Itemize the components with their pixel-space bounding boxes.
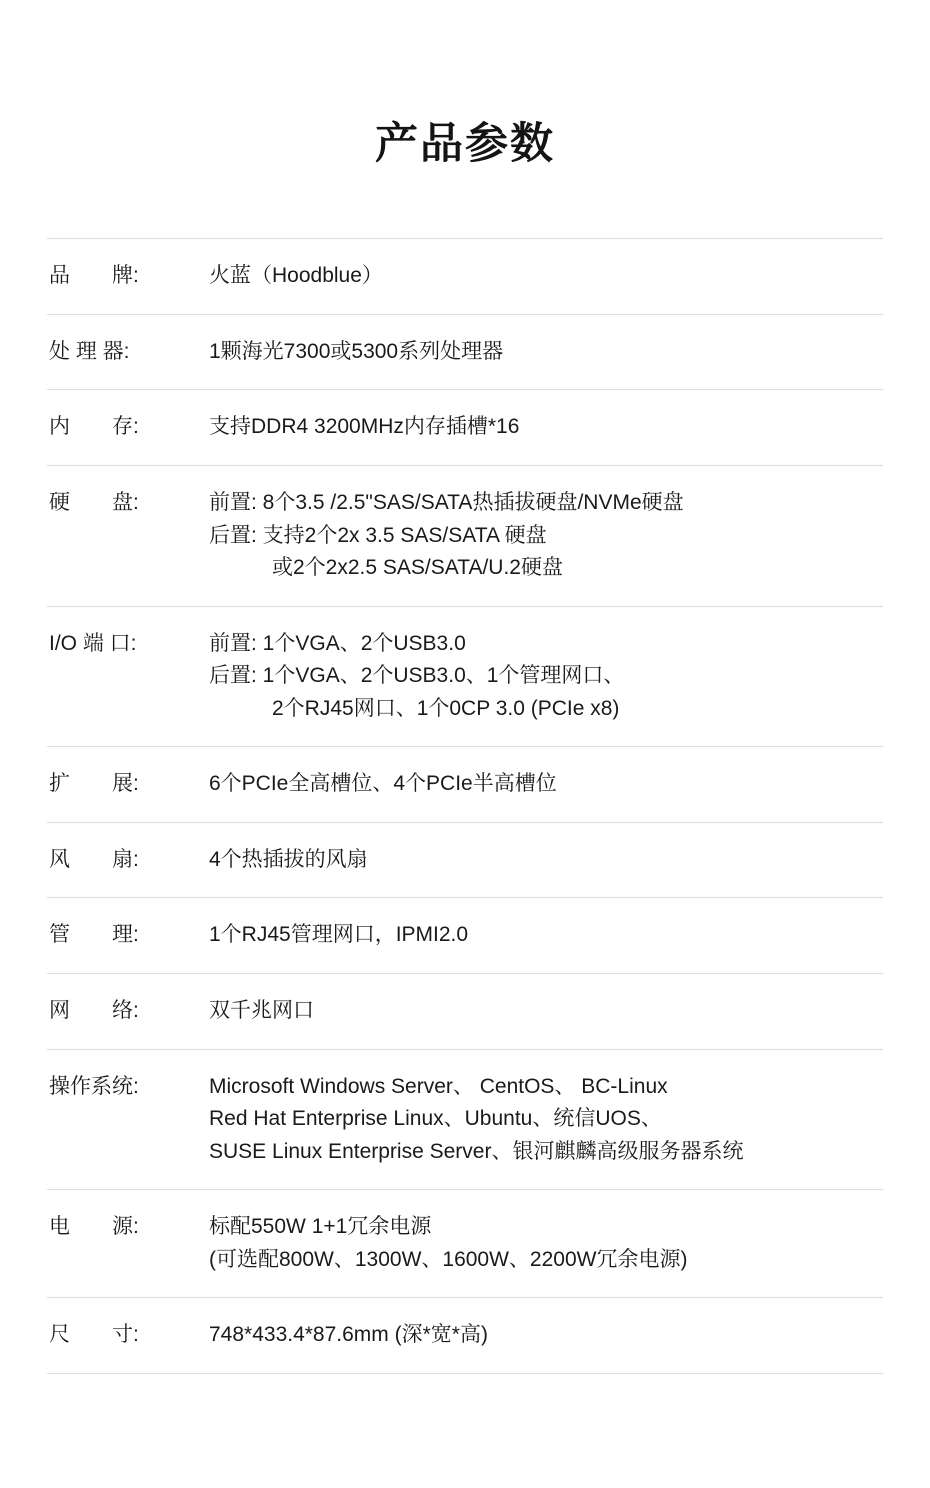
spec-label: 管 理:	[49, 923, 139, 947]
table-row	[47, 466, 883, 607]
table-row	[47, 1049, 883, 1190]
table-row	[47, 898, 883, 974]
table-row	[47, 747, 883, 823]
table-row	[47, 314, 883, 390]
spec-value	[209, 1190, 883, 1298]
spec-value	[209, 606, 883, 747]
spec-value-line: 748*433.4*87.6mm (深*宽*高)	[209, 1323, 488, 1347]
spec-value-line: (可选配800W、1300W、1600W、2200W冗余电源)	[209, 1247, 688, 1271]
spec-value-line: 2个RJ45网口、1个0CP 3.0 (PCIe x8)	[209, 696, 620, 720]
table-row	[47, 606, 883, 747]
spec-value-line: 前置: 8个3.5 /2.5"SAS/SATA热插拔硬盘/NVMe硬盘	[209, 491, 684, 515]
spec-value-line: 后置: 支持2个2x 3.5 SAS/SATA 硬盘	[209, 523, 547, 547]
spec-value	[209, 314, 883, 390]
spec-value	[209, 1049, 883, 1190]
spec-label: 电 源:	[49, 1215, 139, 1239]
spec-value-line: Microsoft Windows Server、 CentOS、 BC-Linux	[209, 1074, 668, 1098]
spec-label: 网 络:	[49, 998, 139, 1022]
spec-label: 硬 盘:	[49, 491, 139, 515]
spec-label: I/O 端 口:	[49, 631, 137, 655]
spec-label: 品 牌:	[49, 264, 139, 288]
spec-value-line: SUSE Linux Enterprise Server、银河麒麟高级服务器系统	[209, 1139, 744, 1163]
spec-value-line: 6个PCIe全高槽位、4个PCIe半高槽位	[209, 772, 557, 796]
table-row	[47, 1298, 883, 1374]
table-row	[47, 239, 883, 315]
spec-value	[209, 973, 883, 1049]
table-row	[47, 1190, 883, 1298]
table-row	[47, 390, 883, 466]
spec-value-line: 双千兆网口	[209, 998, 314, 1022]
spec-value	[209, 466, 883, 607]
spec-table-body	[47, 239, 883, 1373]
spec-value-line: 或2个2x2.5 SAS/SATA/U.2硬盘	[209, 556, 563, 580]
spec-label: 操作系统:	[49, 1074, 139, 1098]
spec-table	[47, 238, 883, 1373]
spec-value	[209, 390, 883, 466]
spec-value	[209, 239, 883, 315]
spec-value-line: Red Hat Enterprise Linux、Ubuntu、统信UOS、	[209, 1107, 662, 1131]
spec-value	[209, 822, 883, 898]
spec-value-line: 前置: 1个VGA、2个USB3.0	[209, 631, 466, 655]
spec-value-line: 4个热插拔的风扇	[209, 847, 368, 871]
spec-value-line: 后置: 1个VGA、2个USB3.0、1个管理网口、	[209, 664, 625, 688]
table-row	[47, 973, 883, 1049]
spec-label: 扩 展:	[49, 772, 139, 796]
spec-label: 内 存:	[49, 415, 139, 439]
spec-value-line: 1个RJ45管理网口，IPMI2.0	[209, 923, 469, 947]
page-title: 产品参数	[375, 119, 555, 168]
spec-value	[209, 747, 883, 823]
spec-value-line: 标配550W 1+1冗余电源	[209, 1215, 432, 1239]
spec-label: 处 理 器:	[49, 339, 130, 363]
spec-value	[209, 1298, 883, 1374]
spec-value-line: 火蓝（Hoodblue）	[209, 264, 383, 288]
spec-value	[209, 898, 883, 974]
spec-label: 尺 寸:	[49, 1323, 139, 1347]
spec-value-line: 支持DDR4 3200MHz内存插槽*16	[209, 415, 520, 439]
spec-value-line: 1颗海光7300或5300系列处理器	[209, 339, 504, 363]
table-row	[47, 822, 883, 898]
product-spec-page	[0, 29, 930, 1488]
spec-label: 风 扇:	[49, 847, 139, 871]
